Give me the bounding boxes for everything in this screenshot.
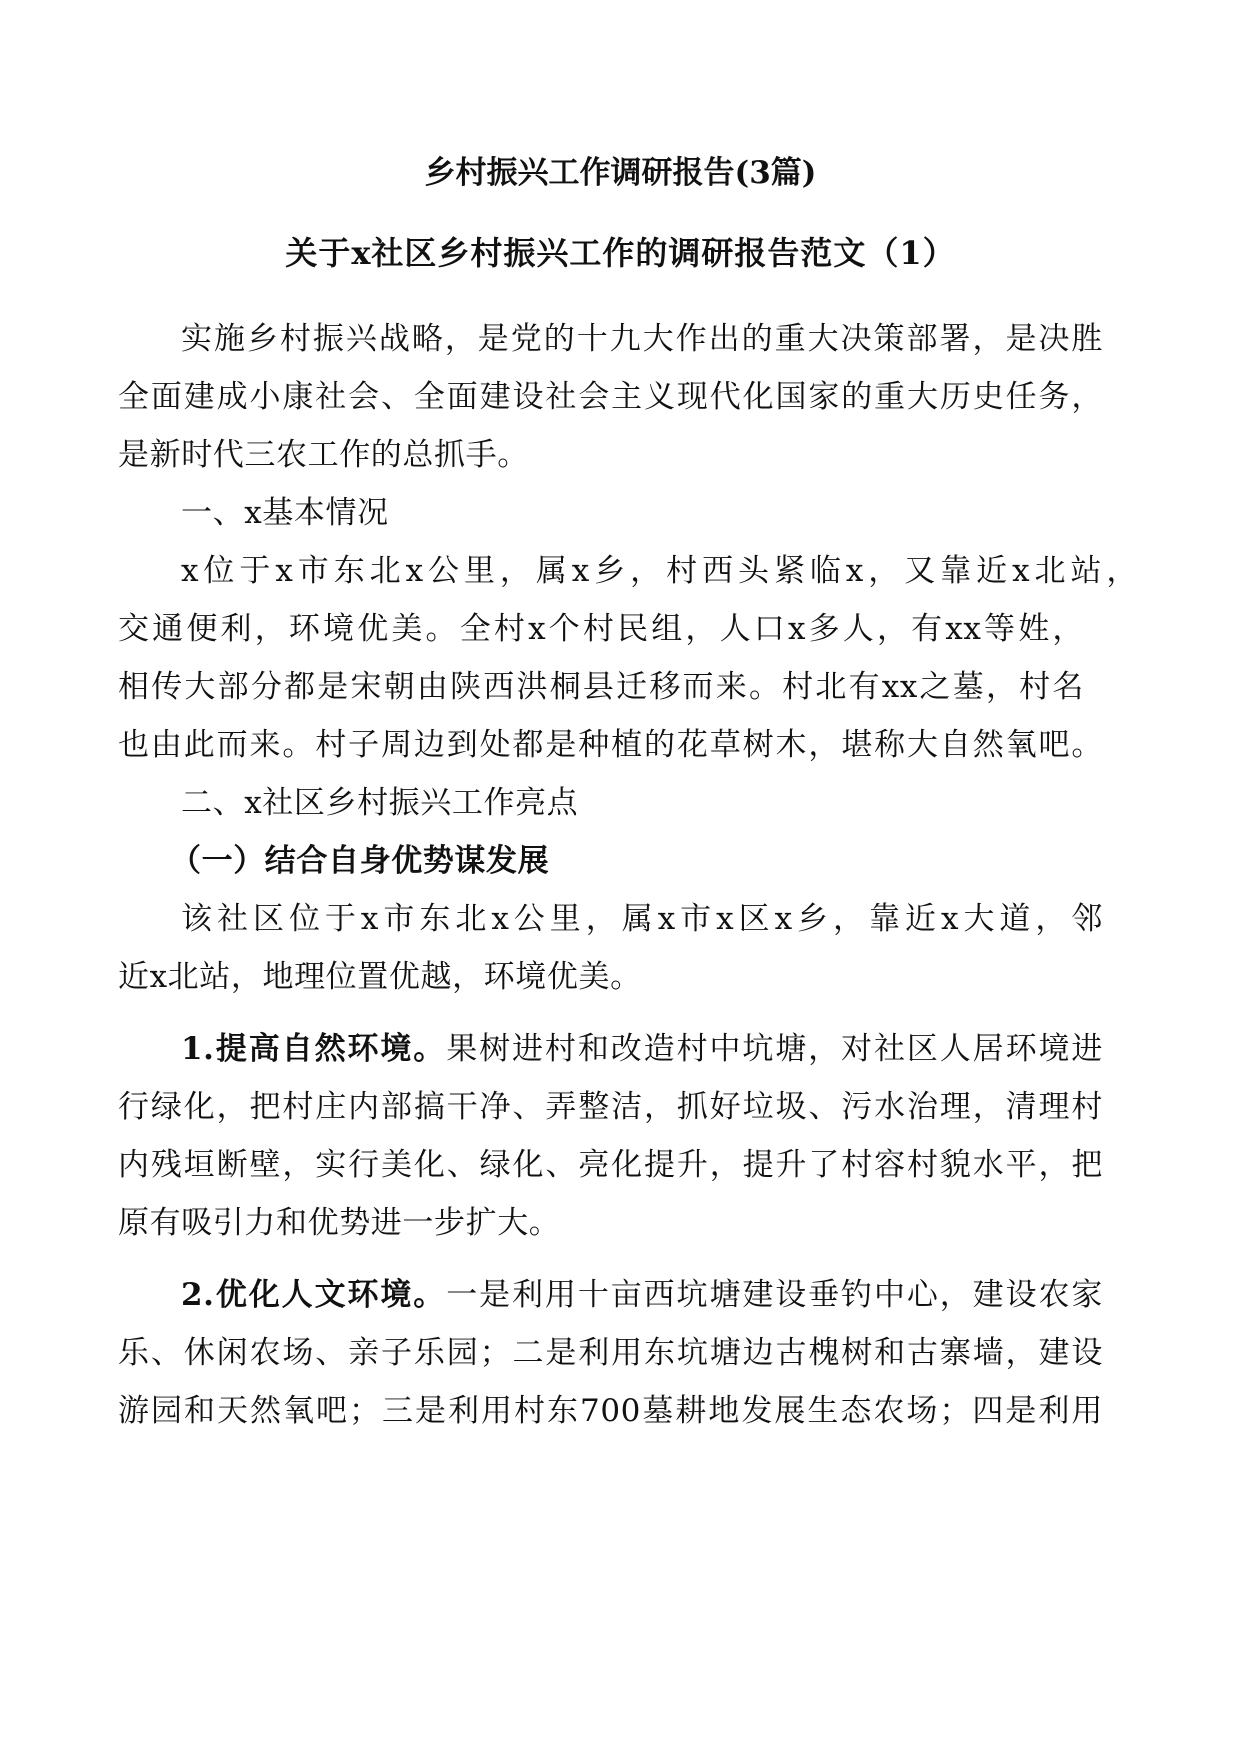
- intro-line-1: 实施乡村振兴战略，是党的十九大作出的重大决策部署，是决胜: [181, 321, 1103, 357]
- intro-line-3: 是新时代三农工作的总抓手。: [118, 437, 529, 473]
- item1-line-4: 原有吸引力和优势进一步扩大。: [118, 1205, 561, 1241]
- document-title: 乡村振兴工作调研报告(3篇): [424, 155, 817, 191]
- intro-line-2: 全面建成小康社会、全面建设社会主义现代化国家的重大历史任务，: [118, 379, 1103, 415]
- item2-label: 2.优化人文环境。: [181, 1277, 447, 1313]
- section1-line-4: 也由此而来。村子周边到处都是种植的花草树木，堪称大自然氧吧。: [118, 727, 1103, 763]
- subsection-heading: （一）结合自身优势谋发展: [170, 843, 550, 879]
- report-subtitle: 关于x社区乡村振兴工作的调研报告范文（1）: [285, 234, 956, 272]
- section1-heading: 一、x基本情况: [181, 495, 389, 531]
- item2-line-3: 游园和天然氧吧；三是利用村东700墓耕地发展生态农场；四是利用: [118, 1393, 1103, 1429]
- subsection-line-2: 近x北站，地理位置优越，环境优美。: [118, 959, 642, 995]
- item1-line-3: 内残垣断壁，实行美化、绿化、亮化提升，提升了村容村貌水平，把: [118, 1147, 1103, 1183]
- section2-heading: 二、x社区乡村振兴工作亮点: [181, 785, 579, 821]
- item1-line-2: 行绿化，把村庄内部搞干净、弄整洁，抓好垃圾、污水治理，清理村: [118, 1089, 1103, 1125]
- section1-line-3: 相传大部分都是宋朝由陕西洪桐县迁移而来。村北有xx之墓，村名: [118, 669, 1084, 705]
- item2-line-2: 乐、休闲农场、亲子乐园；二是利用东坑塘边古槐树和古寨墙，建设: [118, 1335, 1103, 1371]
- item1-line-1: [181, 1029, 1103, 1069]
- item1-line1-text: 果树进村和改造村中坑塘，对社区人居环境进: [446, 1031, 1103, 1067]
- section1-line-1: x位于x市东北x公里，属x乡，村西头紧临x，又靠近x北站，: [181, 553, 1138, 589]
- item1-label: 1.提高自然环境。: [181, 1031, 447, 1067]
- item2-line1-text: 一是利用十亩西坑塘建设垂钓中心，建设农家: [446, 1277, 1103, 1313]
- item2-line-1: [181, 1275, 1103, 1315]
- subsection-line-1: 该社区位于x市东北x公里，属x市x区x乡，靠近x大道，邻: [181, 901, 1103, 937]
- section1-line-2: 交通便利，环境优美。全村x个村民组，人口x多人，有xx等姓，: [118, 611, 1084, 647]
